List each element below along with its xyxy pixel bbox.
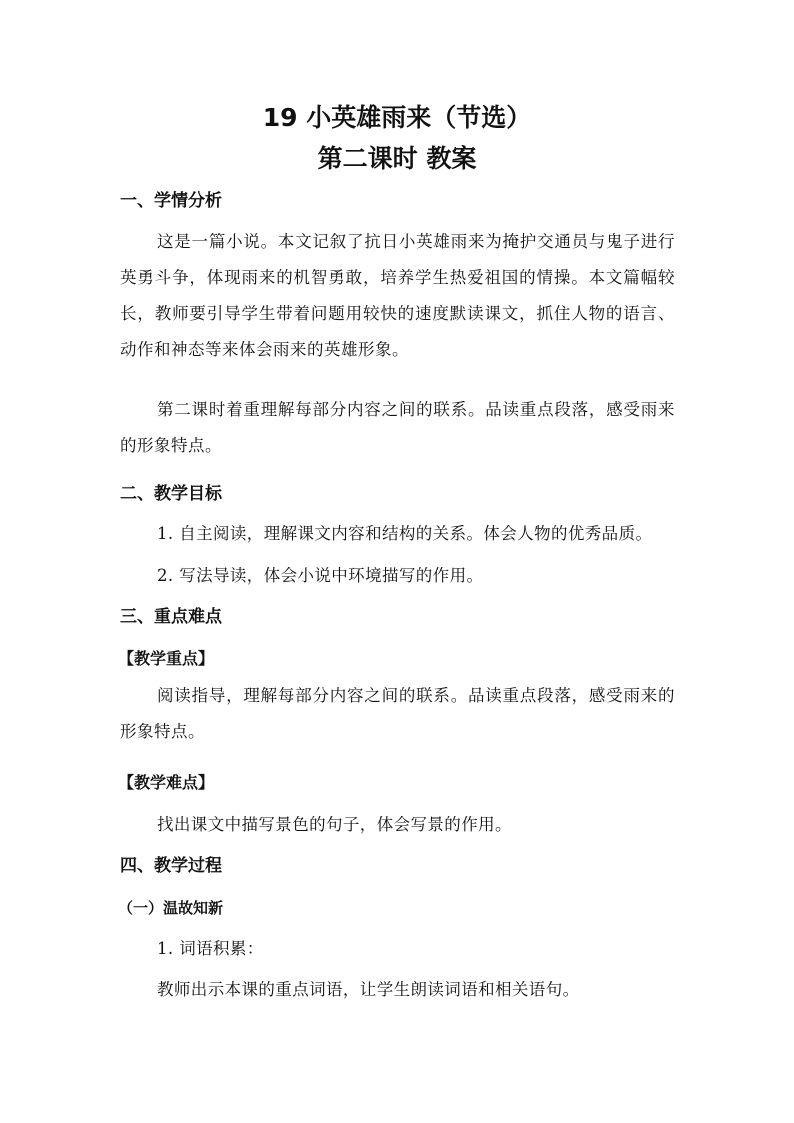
section-heading-goals: 二、教学目标 [120, 484, 222, 504]
paragraph-analysis-1: 这是一篇小说。本文记叙了抗日小英雄雨来为掩护交通员与鬼子进行英勇斗争，体现雨来的机智勇敢，培养学生热爱祖国的情操。本文篇幅较长，教师要引导学生带着问题用较快的速度默读课文，抓住人物的语言、动作和神态等来体会雨来的英雄形象。 [120, 232, 675, 359]
difficulty-text: 找出课文中描写景色的句子，体会写景的作用。 [157, 815, 512, 834]
goal-item-2: 2. 写法导读，体会小说中环境描写的作用。 [157, 566, 484, 585]
document-subtitle: 第二课时 教案 [317, 144, 477, 173]
section-heading-key-points: 三、重点难点 [120, 607, 222, 627]
document-title: 19 小英雄雨来（节选） [262, 103, 532, 132]
process-text-1: 教师出示本课的重点词语，让学生朗读词语和相关语句。 [157, 980, 580, 999]
focus-label: 【教学重点】 [118, 649, 215, 668]
paragraph-analysis-2: 第二课时着重理解每部分内容之间的联系。品读重点段落，感受雨来的形象特点。 [120, 400, 675, 455]
difficulty-label: 【教学难点】 [118, 773, 215, 792]
goal-item-1: 1. 自主阅读，理解课文内容和结构的关系。体会人物的优秀品质。 [157, 524, 653, 543]
focus-text: 阅读指导，理解每部分内容之间的联系。品读重点段落，感受雨来的形象特点。 [120, 686, 675, 741]
process-item-1: 1. 词语积累： [157, 939, 264, 958]
section-heading-analysis: 一、学情分析 [120, 191, 222, 211]
process-step-heading: （一）温故知新 [118, 899, 224, 917]
section-heading-process: 四、教学过程 [120, 856, 222, 876]
